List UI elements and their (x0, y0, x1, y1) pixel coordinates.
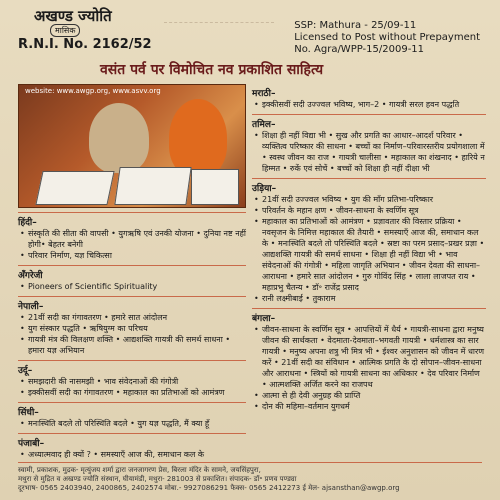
postal-line: SSP: Mathura - 25/09-11 (294, 20, 417, 31)
book-list-item: • 21वीं सदी का गंगावतरण • हमारे सात आंदोलन (18, 312, 246, 323)
section-heading: हिंदी– (18, 218, 37, 228)
pencil-mark (164, 8, 274, 23)
book-list-item: • रानी लक्ष्मीबाई • तुकाराम (252, 293, 486, 304)
rni-number: R.N.I. No. 2162/52 (18, 37, 152, 52)
book-list-item: • दोन की महिमा–वर्तमान युगधर्म (252, 401, 486, 412)
book-list-item: • संस्कृति की सीता की वापसी • युगऋषि एवं उनकी योजना • दुनिया नष्ट नहीं होगी• बेहतर बनेगी (18, 228, 246, 250)
postal-info (294, 20, 480, 56)
language-section (252, 308, 486, 412)
language-section (18, 402, 246, 429)
footer-line: मथुरा से मुद्रित व अखण्ड ज्योति संस्थान, घीयामंडी, मथुरा- 281003 से प्रकाशित। संपादक- डॉ॰ प्रणव पण्ड्या (18, 475, 297, 483)
postal-line: Licensed to Post without Prepayment (294, 32, 480, 43)
book-list-item: • परिवर्तन के महान क्षण • जीवन-साधना के स्वर्णिम सूत्र (252, 205, 486, 216)
book-list-item: • इक्कीसवीं सदी का गंगावतरण • महाकाल का प्रतिभाओं को आमंत्रण (18, 387, 246, 398)
language-section (18, 212, 246, 261)
monthly-badge: मासिक (50, 24, 80, 37)
book-list-item: • परिवार निर्माण, यज्ञ चिकित्सा (18, 250, 246, 261)
language-section (18, 433, 246, 460)
section-heading: पंजाबी– (18, 439, 45, 449)
book-cover (191, 169, 239, 205)
footer (18, 462, 482, 493)
language-section (252, 84, 486, 110)
page-title: वसंत पर्व पर विमोचित नव प्रकाशित साहित्य (100, 62, 324, 78)
launch-photo (18, 84, 246, 208)
person-figure (169, 99, 227, 177)
left-column (18, 84, 246, 460)
book-list-item: • जीवन-साधना के स्वर्णिम सूत्र • आपत्तियों में धैर्य • गायत्री-साधना द्वारा मनुष्य जीवन की सार्थकता • वेदमाता-देवमाता–भगवती गायत्री • धर्मशास्त्र का सार गायत्री • मनुष्य अपना शत्रु भी मित्र भी • ईश्वर अनुशासन को जीवन में धारण करें • 21वीं सदी का संविधान • आत्मिक प्रगति के दो सोपान–जीवन-साधना और आराधना • स्त्रियों को गायत्री साधना का अधिकार • देव परिवार निर्माण • आत्मशक्ति अर्जित करने का राजपथ (252, 324, 486, 390)
section-heading: मराठी– (252, 89, 276, 99)
section-heading: सिंधी– (18, 408, 39, 418)
book-list-item: • इक्कीसवीं सदी उज्ज्वल भविष्य, भाग–2 • गायत्री सरल हवन पद्धति (252, 99, 486, 110)
book-cover (114, 167, 191, 205)
book-list-item: • युग संस्कार पद्धति • ऋषियुग्म का परिचय (18, 323, 246, 334)
footer-line: स्वामी, प्रकाशक, मुद्रक- मृत्युंजय शर्मा द्वारा जनजागरण प्रेस, बिरला मंदिर के सामने, जयसिंहपुरा, (18, 466, 261, 474)
section-heading: तमिल– (252, 120, 276, 130)
book-cover (35, 171, 114, 205)
right-column (252, 84, 486, 412)
language-section (18, 296, 246, 356)
book-list-item: • Pioneers of Scientific Spirituality (18, 281, 246, 292)
section-heading: बंगला– (252, 314, 276, 324)
book-list-item: • महाकाल का प्रतिभाओं को आमंत्रण • प्रज्ञावतार की विस्तार प्रक्रिया • नवसृजन के निमित्त महाकाल की तैयारी • समस्याएँ आज की, समाधान कल के • मनःस्थिति बदले तो परिस्थिति बदले • स्रष्टा का परम प्रसाद–प्रखर प्रज्ञा • आद्यशक्ति गायत्री की समर्थ साधना • शिक्षा ही नहीं विद्या भी • भाव संवेदनाओं की गंगोत्री • महिला जागृति अभियान • जीवन देवता की साधना–आराधना • हमारे सात आंदोलन • गुरु गोविंद सिंह • लाला लाजपत राय • महाप्रभु चैतन्य • डॉ॰ राजेंद्र प्रसाद (252, 216, 486, 293)
website-caption: website: www.awgp.org, www.asvv.org (25, 87, 161, 95)
book-list-item: • समझदारी की नासमझी • भाव संवेदनाओं की गंगोत्री (18, 376, 246, 387)
postal-line: No. Agra/WPP-15/2009-11 (294, 44, 425, 55)
section-heading: अँगरेजी (18, 271, 43, 281)
language-section (252, 178, 486, 304)
section-heading: उर्दू– (18, 366, 33, 376)
book-list-item: • गायत्री मंत्र की विलक्षण शक्ति • आद्यशक्ति गायत्री की समर्थ साधना • हमारा यज्ञ अभियान (18, 334, 246, 356)
book-list-item: • आत्मा से ही देवी अनुग्रह की प्राप्ति (252, 390, 486, 401)
language-section (18, 265, 246, 292)
book-list-item: • शिक्षा ही नहीं विद्या भी • सुख और प्रगति का आधार–आदर्श परिवार • व्यक्तित्व परिष्कार की साधना • बच्चों का निर्माण–परिवारस्तरीय प्रयोगशाला में • स्वस्थ जीवन का राज • गायत्री चालीसा • महाकाल का शंखनाद • हारिये न हिम्मत • रुकें एवं सोचें • बच्चों को शिक्षा ही नहीं दीक्षा भी (252, 130, 486, 174)
book-list-item: • 21वीं सदी उज्ज्वल भविष्य • युग की माँग प्रतिभा-परिष्कार (252, 194, 486, 205)
book-list-item: • अध्यात्मवाद ही क्यों ? • समस्याएँ आज की, समाधान कल के (18, 449, 246, 460)
section-heading: नेपाली– (18, 302, 44, 312)
person-figure (89, 103, 149, 173)
footer-line: दूरभाष- 0565 2403940, 2400865, 2402574 मोबा.- 9927086291 फैक्स- 0565 2412273 ई मेल- ajsansthan@awgp.org (18, 484, 400, 492)
language-section (252, 114, 486, 174)
header (14, 6, 486, 56)
magazine-logo: अखण्ड ज्योति (34, 7, 112, 25)
book-list-item: • मनःस्थिति बदले तो परिस्थिति बदले • युग यज्ञ पद्धति, मैं क्या हूँ (18, 418, 246, 429)
language-section (18, 360, 246, 398)
section-heading: उड़िया– (252, 184, 277, 194)
